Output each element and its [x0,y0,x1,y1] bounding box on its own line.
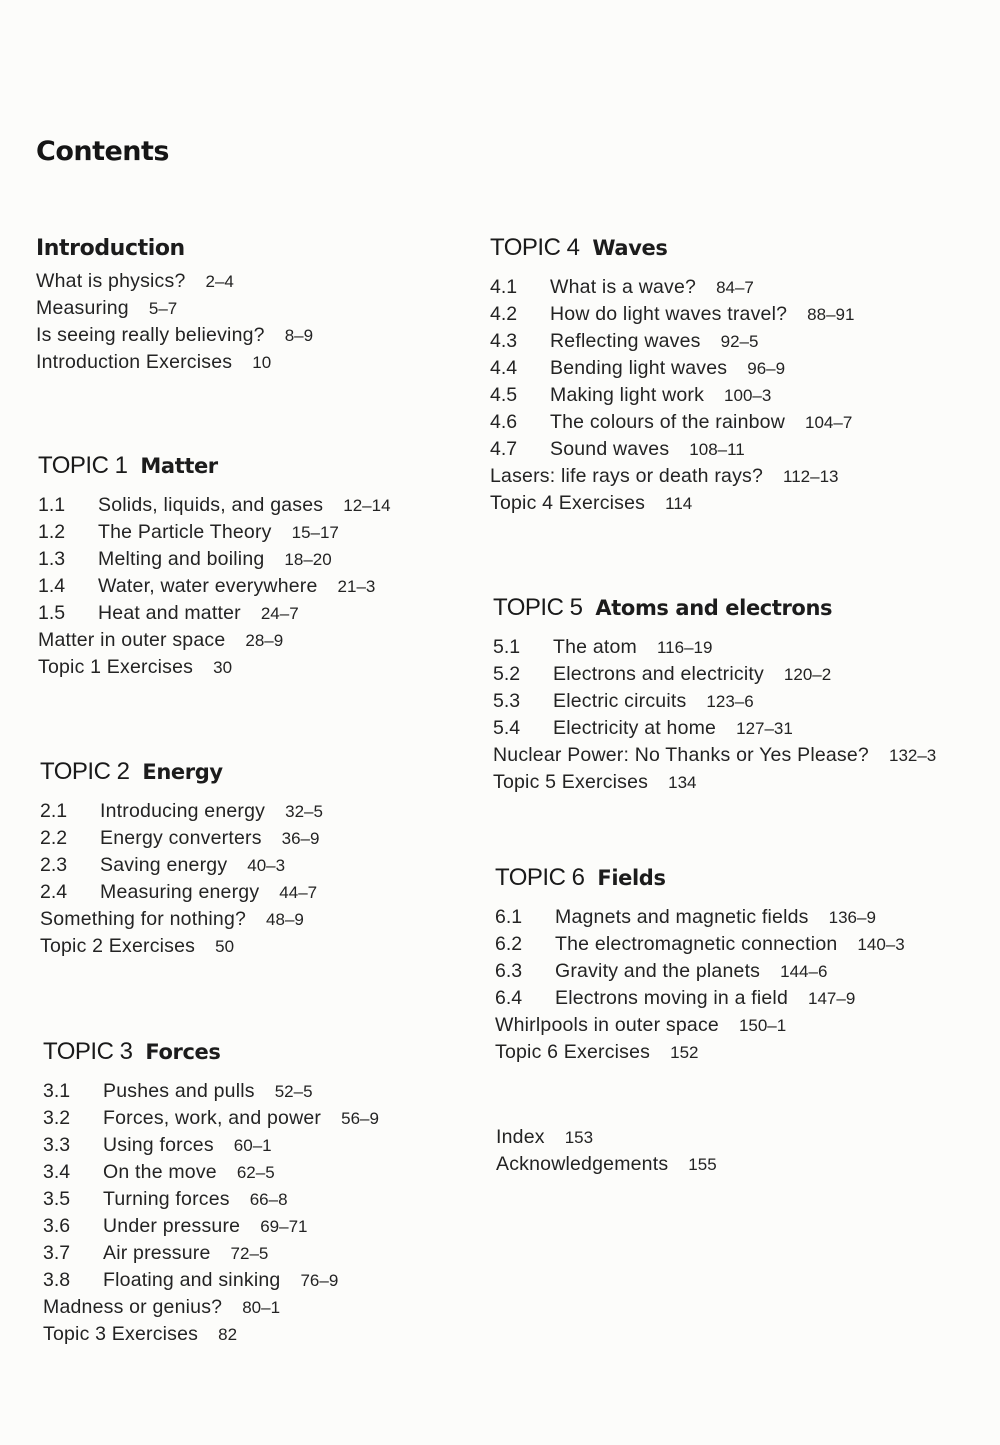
entry-number: 5.2 [493,663,521,685]
entry-number: 4.7 [490,438,518,460]
toc-entry[interactable] [495,958,965,985]
entry-number: 3.3 [43,1134,71,1156]
toc-entry[interactable] [38,600,508,627]
entry-title: Turning forces [103,1188,230,1210]
entry-number: 4.3 [490,330,518,352]
entry-title: What is physics? [36,270,186,292]
entry-pages: 66–8 [249,1190,288,1209]
entry-pages: 5–7 [148,299,178,318]
entry-title: Topic 2 Exercises [40,935,196,957]
toc-entry[interactable] [38,519,508,546]
entry-pages: 2–4 [205,272,234,291]
entry-pages: 56–9 [341,1109,379,1128]
toc-entry-index[interactable] [496,1124,966,1151]
topic-name: Forces [145,1040,221,1064]
entry-pages: 50 [215,937,235,956]
entry-pages: 62–5 [236,1163,275,1182]
entry-pages: 44–7 [279,883,318,902]
entry-title: Electrons and electricity [553,663,764,685]
entry-pages: 12–14 [343,496,391,515]
entry-number: 4.5 [490,384,518,406]
entry-pages: 108–11 [689,440,745,459]
entry-title: Topic 5 Exercises [493,771,649,793]
entry-pages: 144–6 [780,962,828,981]
entry-title: Electrons moving in a field [555,987,789,1009]
entry-title: How do light waves travel? [550,303,788,325]
entry-number: 3.1 [43,1080,71,1102]
entry-pages: 114 [665,494,693,513]
entry-title: The atom [553,636,637,658]
topic-heading [38,452,508,482]
entry-number: 3.6 [43,1215,71,1237]
toc-entry[interactable] [40,798,510,825]
entry-title: Matter in outer space [38,629,226,651]
entry-number: 3.2 [43,1107,71,1129]
toc-entry[interactable] [495,904,965,931]
entry-pages: 40–3 [247,856,286,875]
topic-label: TOPIC 6 [495,864,585,891]
toc-entry[interactable] [495,1039,965,1066]
entry-title: Forces, work, and power [103,1107,322,1129]
toc-entry[interactable] [43,1213,513,1240]
entry-title: Acknowledgements [496,1153,669,1175]
entry-number: 1.3 [38,548,66,570]
entry-pages: 82 [218,1325,238,1344]
entry-pages: 116–19 [656,638,713,657]
entry-title: Topic 4 Exercises [490,492,646,514]
entry-number: 2.3 [40,854,68,876]
entry-title: Sound waves [550,438,670,460]
entry-pages: 100–3 [724,386,772,405]
entry-pages: 32–5 [285,802,323,821]
entry-title: Making light work [550,384,705,406]
entry-pages: 96–9 [747,359,786,378]
entry-number: 1.1 [38,494,66,516]
toc-entry[interactable] [43,1078,513,1105]
entry-title: Air pressure [103,1242,211,1264]
toc-entry[interactable] [43,1321,513,1348]
entry-title: Topic 1 Exercises [38,656,194,678]
entry-pages: 21–3 [337,577,376,596]
entry-pages: 136–9 [828,908,876,927]
entry-title: Using forces [103,1134,214,1156]
topic-label: TOPIC 5 [493,594,583,621]
toc-entry[interactable] [490,436,960,463]
entry-number: 5.1 [493,636,521,658]
topic-name: Fields [597,866,666,890]
topic-5-section [493,594,993,796]
entry-pages: 127–31 [736,719,793,738]
toc-entry[interactable] [38,546,508,573]
entry-title: Something for nothing? [40,908,247,930]
toc-entry[interactable] [40,933,510,960]
topic-label: TOPIC 4 [490,234,580,261]
entry-title: The electromagnetic connection [555,933,838,955]
toc-entry[interactable] [493,715,993,742]
entry-number: 4.4 [490,357,518,379]
toc-entry[interactable] [490,355,960,382]
entry-pages: 18–20 [284,550,332,569]
entry-number: 1.4 [38,575,66,597]
entry-pages: 76–9 [300,1271,339,1290]
entry-number: 4.1 [490,276,518,298]
entry-pages: 48–9 [266,910,304,929]
entry-title: On the move [103,1161,217,1183]
entry-title: Gravity and the planets [555,960,761,982]
entry-title: Index [496,1126,545,1148]
entry-pages: 152 [670,1043,699,1062]
entry-pages: 36–9 [281,829,320,848]
page-title: Contents [36,136,170,167]
topic-heading [495,864,965,894]
entry-title: The colours of the rainbow [550,411,785,433]
entry-number: 3.8 [43,1269,71,1291]
entry-title: The Particle Theory [98,521,272,543]
entry-title: Solids, liquids, and gases [98,494,324,516]
topic-heading [43,1038,513,1068]
entry-title: Pushes and pulls [103,1080,255,1102]
entry-pages: 84–7 [716,278,754,297]
entry-number: 3.4 [43,1161,71,1183]
entry-title: Madness or genius? [43,1296,223,1318]
toc-entry[interactable] [38,627,508,654]
toc-entry[interactable] [36,322,506,349]
toc-entry[interactable] [493,634,993,661]
toc-entry[interactable] [40,906,510,933]
entry-title: Water, water everywhere [98,575,318,597]
entry-number: 3.7 [43,1242,71,1264]
toc-entry[interactable] [490,409,960,436]
topic-3-section [43,1038,513,1348]
entry-number: 5.3 [493,690,521,712]
entry-title: What is a wave? [550,276,697,298]
toc-entry[interactable] [38,573,508,600]
back-matter-section [496,1124,966,1178]
entry-pages: 140–3 [857,935,905,954]
entry-title: Under pressure [103,1215,241,1237]
entry-title: Heat and matter [98,602,241,624]
toc-entry[interactable] [38,654,508,681]
entry-title: Nuclear Power: No Thanks or Yes Please? [493,744,869,766]
topic-name: Waves [592,236,668,260]
entry-pages: 10 [252,353,272,372]
entry-title: Electric circuits [553,690,687,712]
toc-entry[interactable] [490,463,960,490]
entry-pages: 134 [668,773,697,792]
toc-entry[interactable] [43,1186,513,1213]
topic-label: TOPIC 2 [40,758,130,785]
toc-entry[interactable] [43,1294,513,1321]
toc-entry[interactable] [36,295,506,322]
toc-entry[interactable] [493,742,993,769]
toc-entry[interactable] [493,661,993,688]
entry-number: 4.2 [490,303,518,325]
entry-title: Lasers: life rays or death rays? [490,465,764,487]
topic-2-section [40,758,510,960]
toc-entry[interactable] [493,769,993,796]
topic-name: Matter [140,454,218,478]
topic-6-section [495,864,965,1066]
entry-pages: 72–5 [230,1244,269,1263]
toc-entry-acknowledgements[interactable] [496,1151,966,1178]
entry-number: 6.1 [495,906,523,928]
entry-title: Is seeing really believing? [36,324,265,346]
entry-pages: 52–5 [274,1082,313,1101]
entry-title: Whirlpools in outer space [495,1014,719,1036]
toc-entry[interactable] [490,328,960,355]
toc-entry[interactable] [36,349,506,376]
toc-entry[interactable] [43,1267,513,1294]
toc-entry[interactable] [493,688,993,715]
entry-title: Bending light waves [550,357,728,379]
entry-pages: 147–9 [808,989,856,1008]
entry-number: 6.3 [495,960,523,982]
entry-title: Reflecting waves [550,330,701,352]
toc-entry[interactable] [36,268,506,295]
entry-title: Saving energy [100,854,228,876]
entry-number: 4.6 [490,411,518,433]
entry-pages: 120–2 [783,665,832,684]
topic-label: TOPIC 3 [43,1038,133,1065]
entry-pages: 80–1 [242,1298,281,1317]
toc-entry[interactable] [43,1105,513,1132]
entry-pages: 104–7 [805,413,853,432]
entry-title: Floating and sinking [103,1269,281,1291]
entry-pages: 60–1 [233,1136,272,1155]
entry-pages: 123–6 [706,692,754,711]
entry-title: Introduction Exercises [36,351,233,373]
entry-pages: 28–9 [245,631,284,650]
entry-pages: 92–5 [720,332,759,351]
entry-number: 1.5 [38,602,66,624]
topic-label: TOPIC 1 [38,452,128,479]
introduction-section [36,236,506,376]
introduction-heading: Introduction [36,236,185,261]
toc-entry[interactable] [40,825,510,852]
toc-entry[interactable] [43,1240,513,1267]
entry-title: Electricity at home [553,717,717,739]
topic-heading [490,234,960,264]
entry-number: 2.4 [40,881,68,903]
topic-name: Energy [142,760,223,784]
entry-title: Energy converters [100,827,262,849]
toc-entry[interactable] [490,274,960,301]
toc-entry[interactable] [490,301,960,328]
topic-1-section [38,452,508,681]
toc-entry[interactable] [490,490,960,517]
entry-number: 2.2 [40,827,68,849]
topic-heading [493,594,993,624]
entry-pages: 112–13 [783,467,839,486]
entry-number: 5.4 [493,717,521,739]
entry-title: Melting and boiling [98,548,265,570]
entry-title: Introducing energy [100,800,266,822]
toc-entry[interactable] [40,852,510,879]
entry-pages: 153 [564,1128,594,1147]
entry-pages: 132–3 [888,746,937,765]
toc-entry[interactable] [40,879,510,906]
entry-title: Magnets and magnetic fields [555,906,809,928]
entry-title: Topic 3 Exercises [43,1323,199,1345]
entry-title: Topic 6 Exercises [495,1041,651,1063]
toc-entry[interactable] [43,1132,513,1159]
entry-title: Measuring energy [100,881,260,903]
toc-entry[interactable] [38,492,508,519]
entry-number: 6.2 [495,933,523,955]
entry-pages: 150–1 [738,1016,787,1035]
topic-name: Atoms and electrons [595,596,833,620]
toc-entry[interactable] [495,985,965,1012]
entry-pages: 155 [688,1155,717,1174]
entry-pages: 88–91 [807,305,855,324]
entry-number: 2.1 [40,800,68,822]
topic-heading [40,758,510,788]
entry-pages: 8–9 [284,326,314,345]
toc-entry[interactable] [495,1012,965,1039]
toc-entry[interactable] [43,1159,513,1186]
entry-pages: 15–17 [291,523,339,542]
entry-number: 3.5 [43,1188,71,1210]
entry-pages: 69–71 [260,1217,308,1236]
topic-4-section [490,234,960,517]
entry-number: 6.4 [495,987,523,1009]
entry-pages: 30 [213,658,233,677]
entry-number: 1.2 [38,521,66,543]
toc-entry[interactable] [495,931,965,958]
toc-entry[interactable] [490,382,960,409]
entry-title: Measuring [36,297,129,319]
entry-pages: 24–7 [260,604,299,623]
